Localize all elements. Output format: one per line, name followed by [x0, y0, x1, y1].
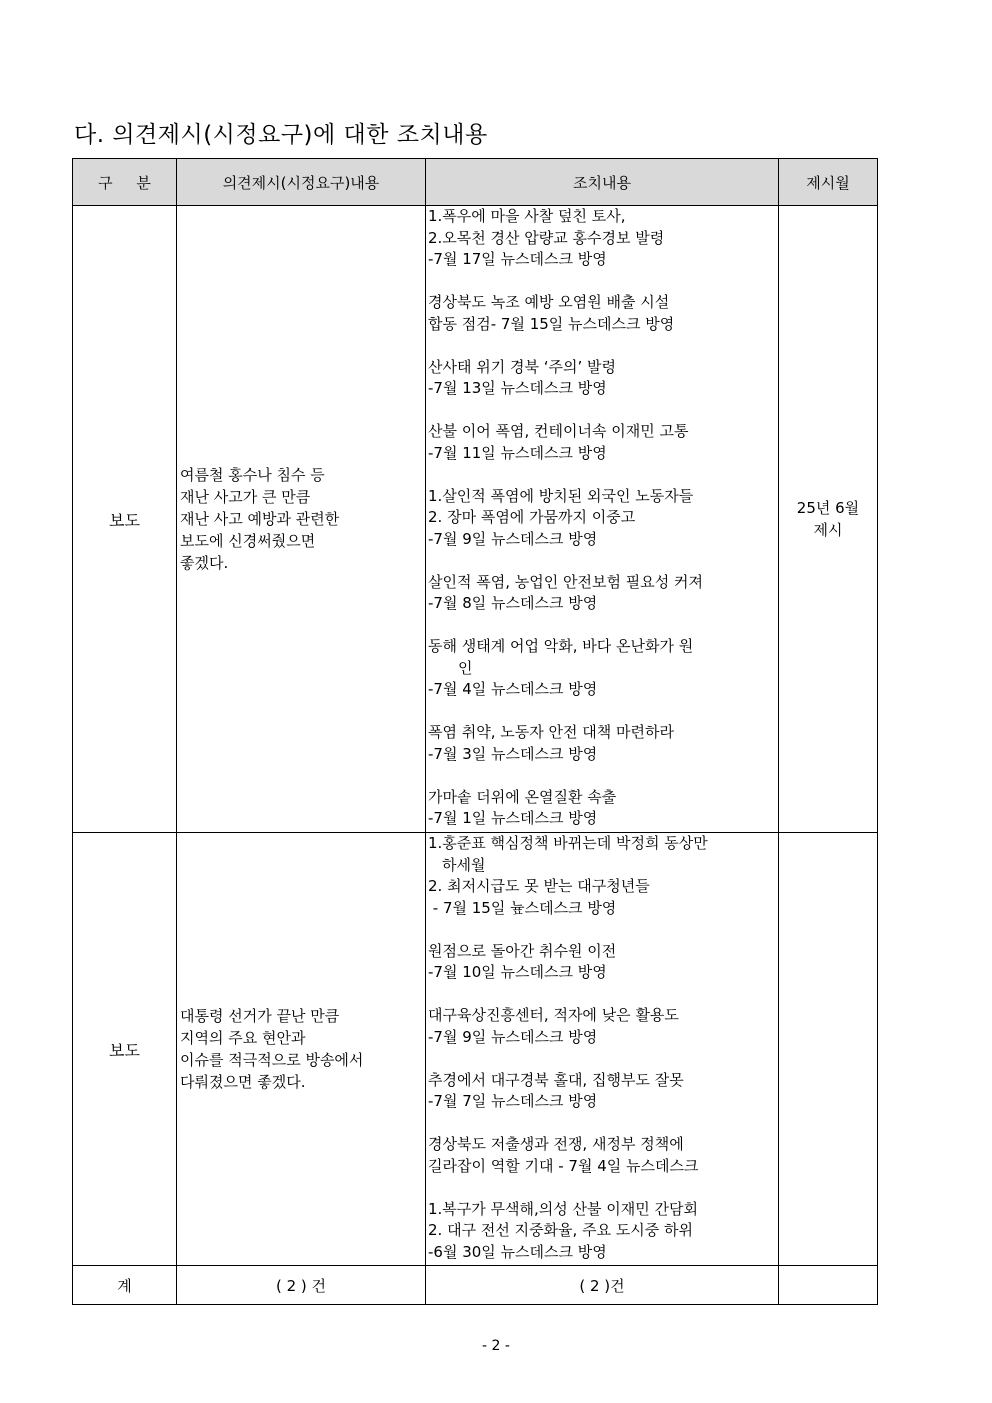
action-line: -7월 3일 뉴스데스크 방영 [428, 744, 598, 763]
action-item [428, 357, 778, 400]
action-item [428, 1005, 778, 1048]
action-line: 경상북도 녹조 예방 오염원 배출 시설 [428, 293, 670, 311]
action-cell [426, 206, 779, 833]
action-line: 동해 생태계 어업 악화, 바다 온난화가 원 [428, 637, 694, 655]
action-item [428, 1134, 778, 1177]
action-item [428, 1070, 778, 1113]
action-line: 인 [458, 658, 473, 677]
action-item [428, 1199, 778, 1264]
header-action: 조치내용 [426, 159, 779, 206]
action-line: 살인적 폭염, 농업인 안전보험 필요성 커져 [428, 572, 703, 591]
table-row [73, 206, 878, 833]
opinion-line: 보도에 신경써줬으면 [180, 532, 316, 550]
action-line: -7월 9일 뉴스데스크 방영 [428, 529, 598, 548]
category-cell: 보도 [73, 206, 177, 833]
opinion-line: 다뤄졌으면 좋겠다. [180, 1073, 306, 1091]
opinion-cell [177, 206, 426, 833]
action-line: -7월 13일 뉴스데스크 방영 [428, 379, 607, 397]
section-heading: 다. 의견제시(시정요구)에 대한 조치내용 [74, 122, 488, 148]
opinion-line: 이슈를 적극적으로 방송에서 [180, 1051, 364, 1069]
action-item [428, 833, 778, 919]
action-line: 2. 최저시급도 못 받는 대구청년들 [428, 877, 650, 895]
action-item [428, 941, 778, 984]
month-line: 제시 [813, 521, 843, 539]
action-line: 1.폭우에 마을 사찰 덮친 토사, [428, 207, 626, 225]
action-item [428, 486, 778, 551]
opinion-line: 재난 사고가 큰 만큼 [180, 488, 311, 506]
header-category: 구 분 [73, 159, 177, 206]
action-table [72, 158, 878, 1305]
action-line: 대구육상진흥센터, 적자에 낮은 활용도 [428, 1006, 679, 1024]
action-item [428, 636, 778, 701]
action-cell [426, 833, 779, 1266]
opinion-line: 재난 사고 예방과 관련한 [180, 510, 340, 528]
action-item [428, 572, 778, 615]
action-line: 길라잡이 역할 기대 - 7월 4일 뉴스데스크 [428, 1156, 699, 1175]
action-item [428, 292, 778, 335]
opinion-cell [177, 833, 426, 1266]
action-line: - 7월 15일 늎스데스크 방영 [428, 898, 617, 917]
page-number: - 2 - [482, 1338, 510, 1354]
action-line: 합동 점검- 7월 15일 뉴스데스크 방영 [428, 314, 675, 333]
total-month [779, 1266, 878, 1305]
total-row [73, 1266, 878, 1305]
action-item [428, 722, 778, 765]
action-line: -7월 7일 뉴스데스크 방영 [428, 1092, 598, 1110]
action-line: 2.오목천 경산 압량교 홍수경보 발령 [428, 228, 665, 247]
table-row [73, 833, 878, 1266]
action-line: 1.살인적 폭염에 방치된 외국인 노동자들 [428, 486, 694, 505]
action-line: 하세월 [442, 855, 486, 874]
action-item [428, 787, 778, 830]
action-line: -6월 30일 뉴스데스크 방영 [428, 1242, 607, 1261]
header-opinion: 의견제시(시정요구)내용 [177, 159, 426, 206]
action-line: 2. 대구 전선 지중화율, 주요 도시중 하위 [428, 1221, 694, 1239]
action-line: 1.홍준표 핵심정책 바뀌는데 박정희 동상만 [428, 834, 708, 852]
action-line: 산불 이어 폭염, 컨테이너속 이재민 고통 [428, 422, 689, 440]
action-line: -7월 11일 뉴스데스크 방영 [428, 443, 607, 462]
action-line: 폭염 취약, 노동자 안전 대책 마련하라 [428, 723, 674, 741]
total-action-count: ( 2 )건 [426, 1266, 779, 1305]
opinion-line: 대통령 선거가 끝난 만큼 [180, 1007, 340, 1025]
header-month: 제시월 [779, 159, 878, 206]
action-line: -7월 1일 뉴스데스크 방영 [428, 809, 598, 827]
action-item [428, 421, 778, 464]
action-line: 경상북도 저출생과 전쟁, 새정부 정책에 [428, 1135, 684, 1153]
opinion-line: 여름철 홍수나 침수 등 [180, 466, 325, 484]
header-row [73, 159, 878, 206]
action-line: 산사태 위기 경북 ‘주의’ 발령 [428, 357, 616, 376]
action-line: -7월 17일 뉴스데스크 방영 [428, 250, 607, 268]
action-line: -7월 8일 뉴스데스크 방영 [428, 594, 598, 612]
month-cell [779, 206, 878, 833]
action-line: -7월 9일 뉴스데스크 방영 [428, 1027, 598, 1046]
total-label: 계 [73, 1266, 177, 1305]
month-cell [779, 833, 878, 1266]
opinion-line: 좋겠다. [180, 554, 229, 572]
action-line: -7월 4일 뉴스데스크 방영 [428, 680, 598, 698]
action-line: 1.복구가 무색해,의성 산불 이재민 간담회 [428, 1199, 698, 1218]
action-line: 원점으로 돌아간 취수원 이전 [428, 941, 617, 960]
total-opinion-count: ( 2 ) 건 [177, 1266, 426, 1305]
opinion-line: 지역의 주요 현안과 [180, 1029, 306, 1047]
action-item [428, 206, 778, 271]
action-line: 추경에서 대구경북 홀대, 집행부도 잘못 [428, 1070, 684, 1089]
month-line: 25년 6월 [796, 499, 860, 517]
action-line: -7월 10일 뉴스데스크 방영 [428, 963, 607, 981]
action-line: 가마솥 더위에 온열질환 속출 [428, 787, 617, 806]
category-cell: 보도 [73, 833, 177, 1266]
action-line: 2. 장마 폭염에 가뭄까지 이중고 [428, 508, 636, 526]
